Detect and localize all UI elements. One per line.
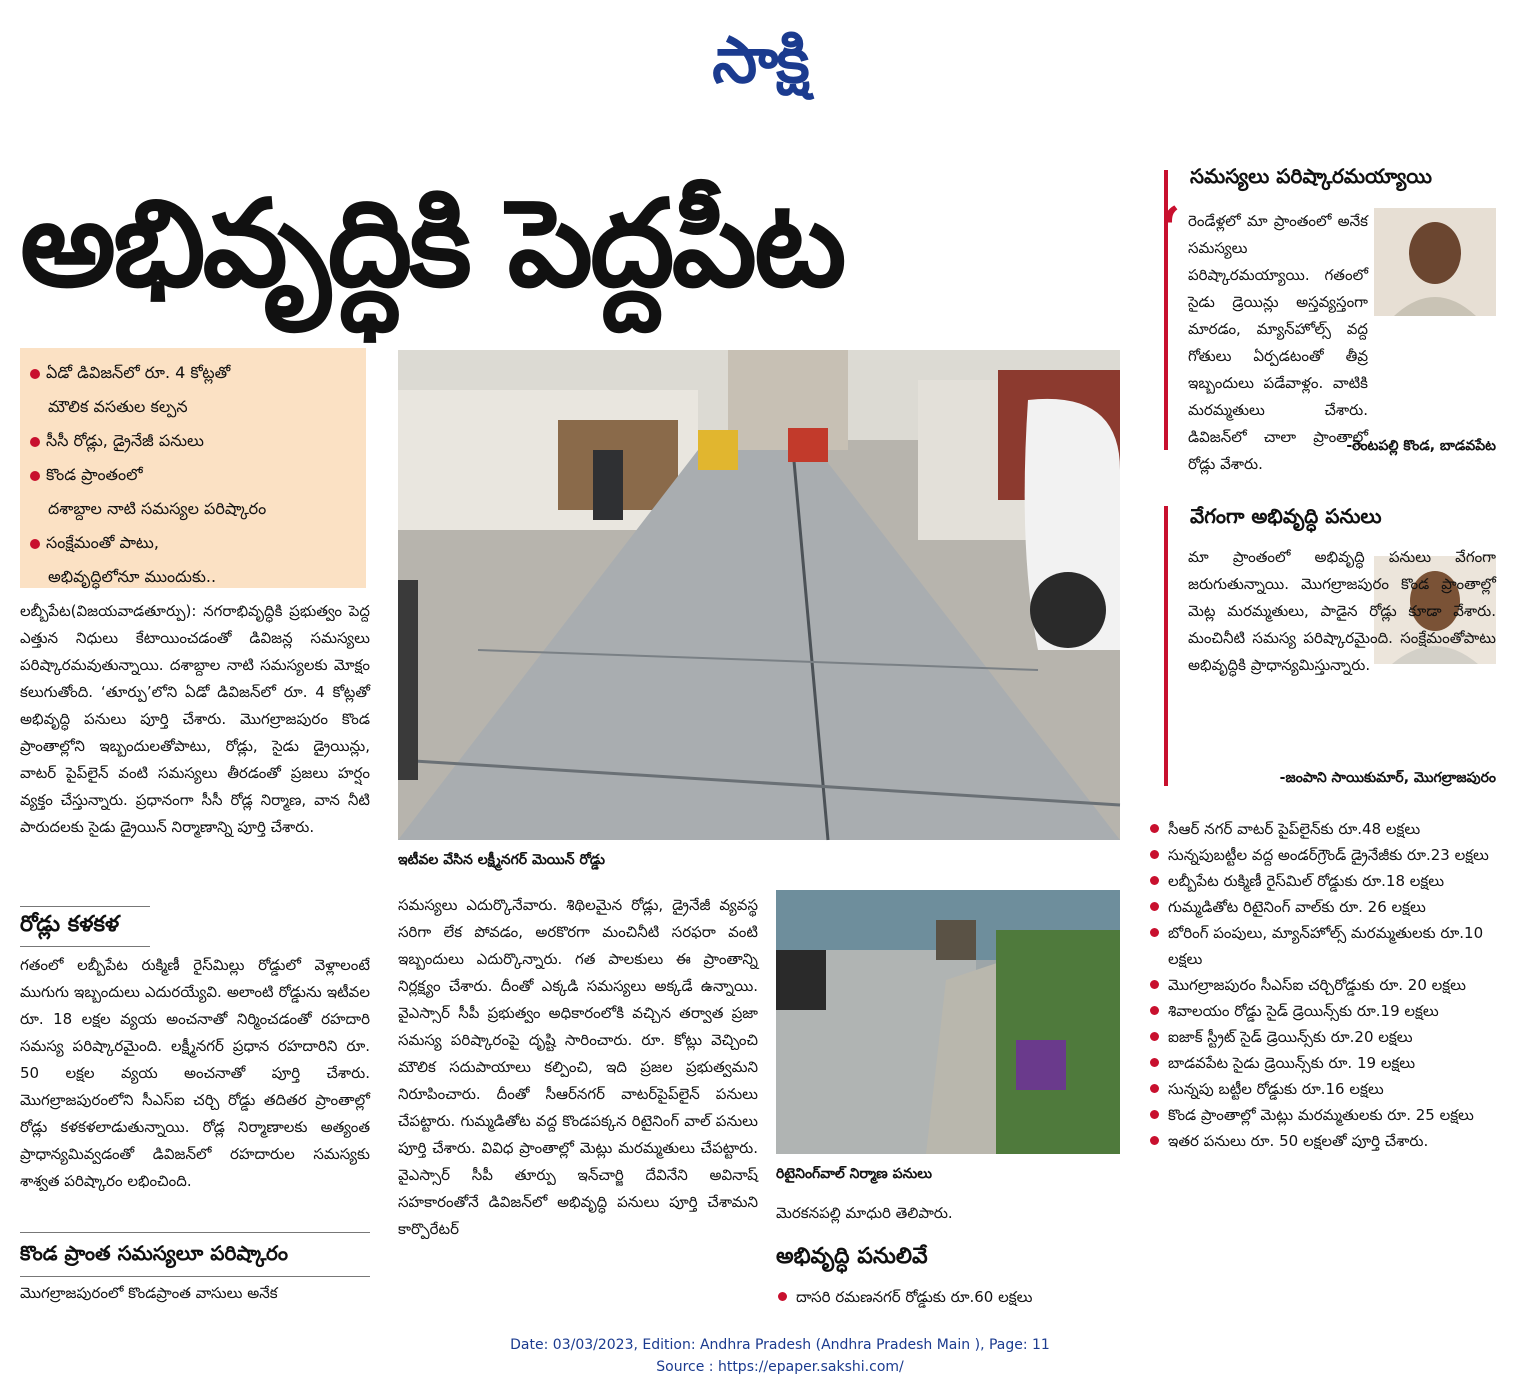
- bullet-icon: [1150, 1058, 1159, 1067]
- divider: [20, 1232, 370, 1233]
- works-list-item: సున్నపు బట్టీల రోడ్డుకు రూ.16 లక్షలు: [1148, 1076, 1500, 1102]
- divider: [20, 906, 150, 907]
- works-list-item: మొగల్రాజపురం సీఎస్ఐ చర్చిరోడ్డుకు రూ. 20 లక్షలు: [1148, 972, 1500, 998]
- section-body-roads: గతంలో లబ్బీపేట రుక్మిణీ రైస్‌మిల్లు రోడ్డులో వెళ్లాలంటే ముగుగు ఇబ్బందులు ఎదురయ్యేవి. అలాంటి రోడ్డును ఇటీవల రూ. 18 లక్షల వ్యయ అంచనాతో నిర్మించడంతో రహదారి సమస్య పరిష్కారమైంది. లక్ష్మీనగర్ ప్రధాన రహదారిని రూ. 50 లక్షల వ్యయ అంచనాతో పూర్తి చేశారు. మొగల్రాజపురంలోని సీఎస్ఐ చర్చి రోడ్డు తదితర ప్రాంతాల్లో రోడ్లు కళకళలాడుతున్నాయి. రోడ్ల నిర్మాణాలకు అత్యంత ప్రాధాన్యమివ్వడంతో డివిజన్‌లో రహదారుల సమస్యకు శాశ్వత పరిష్కారం లభించింది.: [20, 956, 370, 1190]
- bullet-icon: [1150, 980, 1159, 989]
- works-list-item: సీఆర్ నగర్ వాటర్ పైప్‌లైన్‌కు రూ.48 లక్షలు: [1148, 816, 1500, 842]
- section-body-hills: మొగల్రాజపురంలో కొండప్రాంత వాసులు అనేక: [20, 1284, 278, 1302]
- section-heading-roads: రోడ్లు కళకళ: [20, 912, 120, 937]
- bullet-icon: [1150, 1006, 1159, 1015]
- red-side-bar: [1164, 506, 1168, 786]
- works-list-item: కొండ ప్రాంతాల్లో మెట్లు మరమ్మతులకు రూ. 25 లక్షలు: [1148, 1102, 1500, 1128]
- side-quote-1: రెండేళ్లలో మా ప్రాంతంలో అనేక సమస్యలు పరిష్కారమయ్యాయి. గతంలో సైడు డ్రెయిన్లు అస్తవ్యస్తంగా మారడం, మ్యాన్‌హోల్స్ వద్ద గోతులు ఏర్పడటంతో తీవ్ర ఇబ్బందులు పడేవాళ్లం. వాటికి మరమ్మతులు చేశారు. డివిజన్‌లో చాలా ప్రాంతాల్లో రోడ్లు వేశారు.: [1188, 212, 1368, 473]
- works-list-item: శివాలయం రోడ్డు సైడ్ డ్రెయిన్స్‌కు రూ.19 లక్షలు: [1148, 998, 1500, 1024]
- works-list-item: ఇతర పనులు రూ. 50 లక్షలతో పూర్తి చేశారు.: [1148, 1128, 1500, 1154]
- bullet-icon: [1150, 824, 1159, 833]
- highlight-item: కొండ ప్రాంతంలో: [30, 458, 358, 492]
- works-list-item: లబ్బీపేట రుక్మిణీ రైస్‌మిల్ రోడ్డుకు రూ.18 లక్షలు: [1148, 868, 1500, 894]
- small-photo-caption: రిటైనింగ్‌వాల్ నిర్మాణ పనులు: [776, 1166, 933, 1182]
- masthead-logo: సాక్షి: [712, 24, 808, 98]
- works-list-item: గుమ్మడితోట రిటైనింగ్ వాల్‌కు రూ. 26 లక్షలు: [1148, 894, 1500, 920]
- person-portrait-1: [1374, 208, 1496, 316]
- works-list-item: దాసరి రమణనగర్ రోడ్డుకు రూ.60 లక్షలు: [776, 1284, 1120, 1310]
- bullet-icon: [1150, 850, 1159, 859]
- side-signature-1: -రెంటపల్లి కొండ, బాడవపేట: [1346, 438, 1496, 454]
- main-photo-caption: ఇటీవల వేసిన లక్ష్మీనగర్ మెయిన్ రోడ్డు: [398, 852, 606, 868]
- small-photo-continuation: మెరకనపల్లి మాధురి తెలిపారు.: [776, 1204, 953, 1222]
- works-list: [1148, 816, 1500, 1154]
- bullet-icon: [1150, 902, 1159, 911]
- works-list-item: ఐజాక్ స్ట్రీట్ సైడ్ డ్రెయిన్స్‌కు రూ.20 లక్షలు: [1148, 1024, 1500, 1050]
- main-road-photo: [398, 350, 1120, 840]
- bullet-icon: [1150, 1110, 1159, 1119]
- quote-mark-icon: ‘: [1160, 195, 1181, 265]
- highlight-item-cont: మౌలిక వసతుల కల్పన: [48, 397, 188, 416]
- highlight-item-cont: అభివృద్ధిలోనూ ముందుకు..: [48, 567, 217, 586]
- bullet-icon: [1150, 1084, 1159, 1093]
- retaining-wall-photo: [776, 890, 1120, 1154]
- highlight-item: సీసీ రోడ్లు, డ్రైనేజీ పనులు: [30, 424, 358, 458]
- bullet-icon: [1150, 1136, 1159, 1145]
- footer-date-edition: Date: 03/03/2023, Edition: Andhra Pradesh (Andhra Pradesh Main ), Page: 11: [510, 1337, 1050, 1353]
- middle-paragraph: సమస్యలు ఎదుర్కొనేవారు. శిథిలమైన రోడ్లు, డ్రైనేజీ వ్యవస్థ సరిగా లేక పోవడం, అరకొరగా మంచినీటి సరఫరా వంటి ఇబ్బందులు ఎదుర్కొన్నారు. గత పాలకులు ఈ ప్రాంతాన్ని నిర్లక్ష్యం చేశారు. దీంతో ఎక్కడి సమస్యలు అక్కడే ఉన్నాయి. వైఎస్సార్ సీపీ ప్రభుత్వం అధికారంలోకి వచ్చిన తర్వాత ప్రజా సమస్య పరిష్కారంపై దృష్టి సారించారు. రూ. కోట్లు వెచ్చించి మౌలిక సదుపాయాలు కల్పించి, ఇది ప్రజల ప్రభుత్వమని నిరూపించారు. దీంతో సీఆర్‌నగర్ వాటర్‌పైప్‌లైన్ పనులు చేపట్టారు. గుమ్మడితోట వద్ద కొండపక్కన రిటైనింగ్ వాల్ పనులు పూర్తి చేశారు. వివిధ ప్రాంతాల్లో మెట్లు మరమ్మతులు చేపట్టారు. వైఎస్సార్ సీపీ తూర్పు ఇన్‌చార్జి దేవినేని అవినాష్ సహకారంతోనే డివిజన్‌లో అభివృద్ధి పనులు పూర్తి చేశామని కార్పొరేటర్: [398, 896, 758, 1238]
- footer-source: Source : https://epaper.sakshi.com/: [656, 1359, 904, 1375]
- side-quote-2: మా ప్రాంతంలో అభివృద్ధి పనులు వేగంగా జరుగుతున్నాయి. మొగల్రాజపురం కొండ ప్రాంతాల్లో మెట్ల మరమ్మతులు, పాడైన రోడ్లు కూడా వేశారు. మంచినీటి సమస్య పరిష్కారమైంది. సంక్షేమంతోపాటు అభివృద్ధికి ప్రాధాన్యమిస్తున్నారు.: [1188, 548, 1496, 674]
- side-signature-2: -జంపాని సాయికుమార్, మొగల్రాజపురం: [1279, 770, 1496, 786]
- works-list-item: బాడవపేట సైడు డ్రెయిన్స్‌కు రూ. 19 లక్షలు: [1148, 1050, 1500, 1076]
- bullet-icon: [778, 1292, 787, 1301]
- bullet-icon: [30, 437, 40, 447]
- bullet-icon: [1150, 928, 1159, 937]
- bullet-icon: [30, 471, 40, 481]
- highlight-item: సంక్షేమంతో పాటు,: [30, 526, 358, 560]
- bullet-icon: [1150, 1032, 1159, 1041]
- side-heading-fast: వేగంగా అభివృద్ధి పనులు: [1190, 504, 1382, 528]
- highlight-item: ఏడో డివిజన్‌లో రూ. 4 కోట్లతో: [30, 356, 358, 390]
- road-photo-illustration: [398, 350, 1120, 840]
- works-list-item: బోరింగ్ పంపులు, మ్యాన్‌హోల్స్ మరమ్మతులకు రూ.10 లక్షలు: [1148, 920, 1500, 972]
- footer: [380, 1334, 1180, 1378]
- works-list-item: సున్నపుబట్టీల వద్ద అండర్‌గ్రౌండ్ డ్రైనేజీకు రూ.23 లక్షలు: [1148, 842, 1500, 868]
- highlight-item-cont: దశాబ్దాల నాటి సమస్యల పరిష్కారం: [48, 499, 267, 518]
- works-heading: అభివృద్ధి పనులివే: [776, 1244, 928, 1269]
- highlights-box: [20, 348, 366, 588]
- person-photo-1: [1374, 208, 1496, 316]
- bullet-icon: [1150, 876, 1159, 885]
- headline: అభివృద్ధికి పెద్దపీట: [20, 175, 844, 314]
- intro-paragraph: లబ్బీపేట(విజయవాడతూర్పు): నగరాభివృద్ధికి ప్రభుత్వం పెద్ద ఎత్తున నిధులు కేటాయించడంతో డివిజన్ల సమస్యలు పరిష్కారమవుతున్నాయి. దశాబ్దాల నాటి సమస్యలకు మోక్షం కలుగుతోంది. ‘తూర్పు’లోని ఏడో డివిజన్‌లో రూ. 4 కోట్లతో అభివృద్ధి పనులు పూర్తి చేశారు. మొగల్రాజపురం కొండ ప్రాంతాల్లోని ఇబ్బందులతోపాటు, రోడ్లు, సైడు డ్రైయిన్లు, వాటర్ పైప్‌లైన్ వంటి సమస్యలు తీరడంతో ప్రజలు హర్షం వ్యక్తం చేస్తున్నారు. ప్రధానంగా సీసీ రోడ్ల నిర్మాణ, వాన నీటి పారుదలకు సైడు డ్రైయిన్ నిర్మాణాన్ని పూర్తి చేశారు.: [20, 602, 370, 836]
- bullet-icon: [30, 369, 40, 379]
- retaining-wall-illustration: [776, 890, 1120, 1154]
- divider: [20, 946, 150, 947]
- section-heading-hills: కొండ ప్రాంత సమస్యలూ పరిష్కారం: [20, 1241, 288, 1265]
- divider: [20, 1276, 370, 1277]
- side-heading-solved: సమస్యలు పరిష్కారమయ్యాయి: [1190, 164, 1433, 188]
- bullet-icon: [30, 539, 40, 549]
